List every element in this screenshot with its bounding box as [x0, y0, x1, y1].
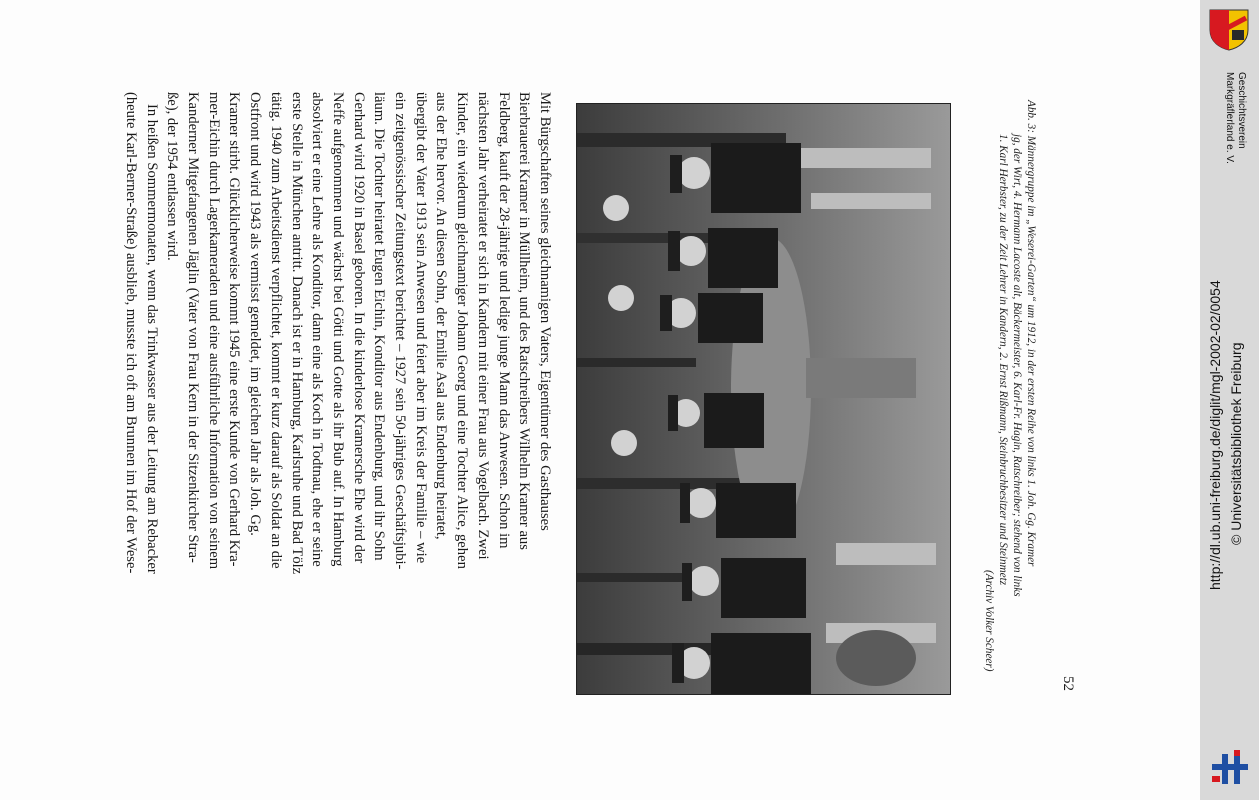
page-number: 52: [1060, 676, 1076, 691]
photo-caption: [982, 100, 1038, 671]
body-line: läum. Die Tochter heiratet Eugen Eichin, Konditor aus Endenburg, und ihr Sohn: [371, 92, 388, 561]
caption-line: 1. Karl Herbster, zu der Zeit Lehrer in Kandern, 2. Ernst Rißmann, Steinbruchbesitzer und Steinmetz: [997, 134, 1009, 586]
historic-group-photo: [576, 103, 951, 695]
caption-line: (Archiv Volker Scheer): [983, 570, 995, 672]
body-line: (heute Karl-Berner-Straße) ausblieb, musste ich oft am Brunnen im Hof der Wese-: [122, 92, 139, 574]
body-line: tätig. 1940 zum Arbeitsdienst verpflichtet, kommt er kurz darauf als Soldat an die: [267, 92, 284, 569]
body-line: Bierbrauerei Kramer in Müllheim, und des Ratschreibers Wilhelm Kramer aus: [516, 92, 533, 550]
body-line: Kinder, ein wiederum gleichnamiger Johann Georg und eine Tochter Alice, gehen: [454, 92, 471, 569]
copyright-text: © Universitätsbibliothek Freiburg: [1228, 342, 1244, 545]
body-line: Mit Bürgschaften seines gleichnamigen Vaters, Eigentümer des Gasthauses: [537, 92, 553, 531]
body-line: nächsten Jahr verheiratet er sich in Kandern mit einer Frau aus Vogelbach. Zwei: [474, 92, 491, 560]
library-sidebar: [1200, 0, 1259, 800]
ub-freiburg-logo-icon: [1210, 746, 1250, 795]
body-line: übergibt der Vater 1913 sein Anwesen und feiert aber im Kreis der Familie – wie: [412, 92, 429, 564]
coat-of-arms-icon: [1206, 6, 1252, 57]
body-line: mer-Eichin durch Lagerkameraden und eine ausführliche Information von seinem: [205, 92, 222, 570]
body-line: aus der Ehe hervor. An diesen Sohn, der Emilie Asal aus Endenburg heiratet,: [433, 92, 450, 540]
body-line: erste Stelle in München antritt. Danach ist er in Hamburg, Karlsruhe und Bad Tölz: [288, 92, 305, 575]
body-text: [120, 92, 555, 574]
body-line: absolviert er eine Lehre als Konditor, dann eine als Koch in Todtnau, ehe er seine: [309, 92, 326, 567]
caption-line: Abb. 3: Männergruppe im „Weserei-Garten“ um 1912, in der ersten Reihe von links 1. Joh. Gg. Kramer: [1025, 100, 1037, 567]
body-line: Ostfront und wird 1943 als vermisst gemeldet, im gleichen Jahr als Joh. Gg.: [247, 92, 264, 536]
body-line: In heißen Sommermonaten, wenn das Trinkwasser aus der Leitung am Rebacker: [143, 104, 160, 574]
body-line: ße), der 1954 entlassen wird.: [164, 92, 181, 261]
caption-line: jg, der Wirt, 4. Hermann Lacoste alt, Bäckermeister, 6. Karl-Fr. Hagin, Ratschreiber; stehend von links: [1011, 134, 1023, 597]
society-line: Markgräflerland e. V.: [1224, 72, 1235, 164]
body-line: Neffe aufgenommen und wächst bei Götti und Gotte als ihr Bub auf. In Hamburg: [329, 92, 346, 567]
body-line: Gerhard wird 1920 in Basel geboren. In die kinderlose Kramersche Ehe wird der: [350, 92, 367, 564]
society-name: [1223, 72, 1247, 164]
body-line: Kramer stirbt. Glücklicherweise kommt 1945 eine erste Kunde von Gerhard Kra-: [226, 92, 243, 567]
body-line: ein zeitgenössischer Zeitungstext berichtet – 1927 sein 50-jähriges Geschäftsjubi-: [392, 92, 409, 570]
society-line: Geschichtsverein: [1236, 72, 1247, 149]
body-line: Kanderner Mitgefangenen Jäglin (Vater von Frau Kern in der Sitzenkircher Stra-: [185, 92, 202, 563]
body-line: Feldberg, kauft der 28-jährige und ledige junge Mann das Anwesen. Schon im: [495, 92, 512, 549]
digital-url-link[interactable]: http://dl.ub.uni-freiburg.de/diglit/mgl-2002-02/0054: [1207, 280, 1223, 590]
photo-graphic: [576, 103, 951, 695]
